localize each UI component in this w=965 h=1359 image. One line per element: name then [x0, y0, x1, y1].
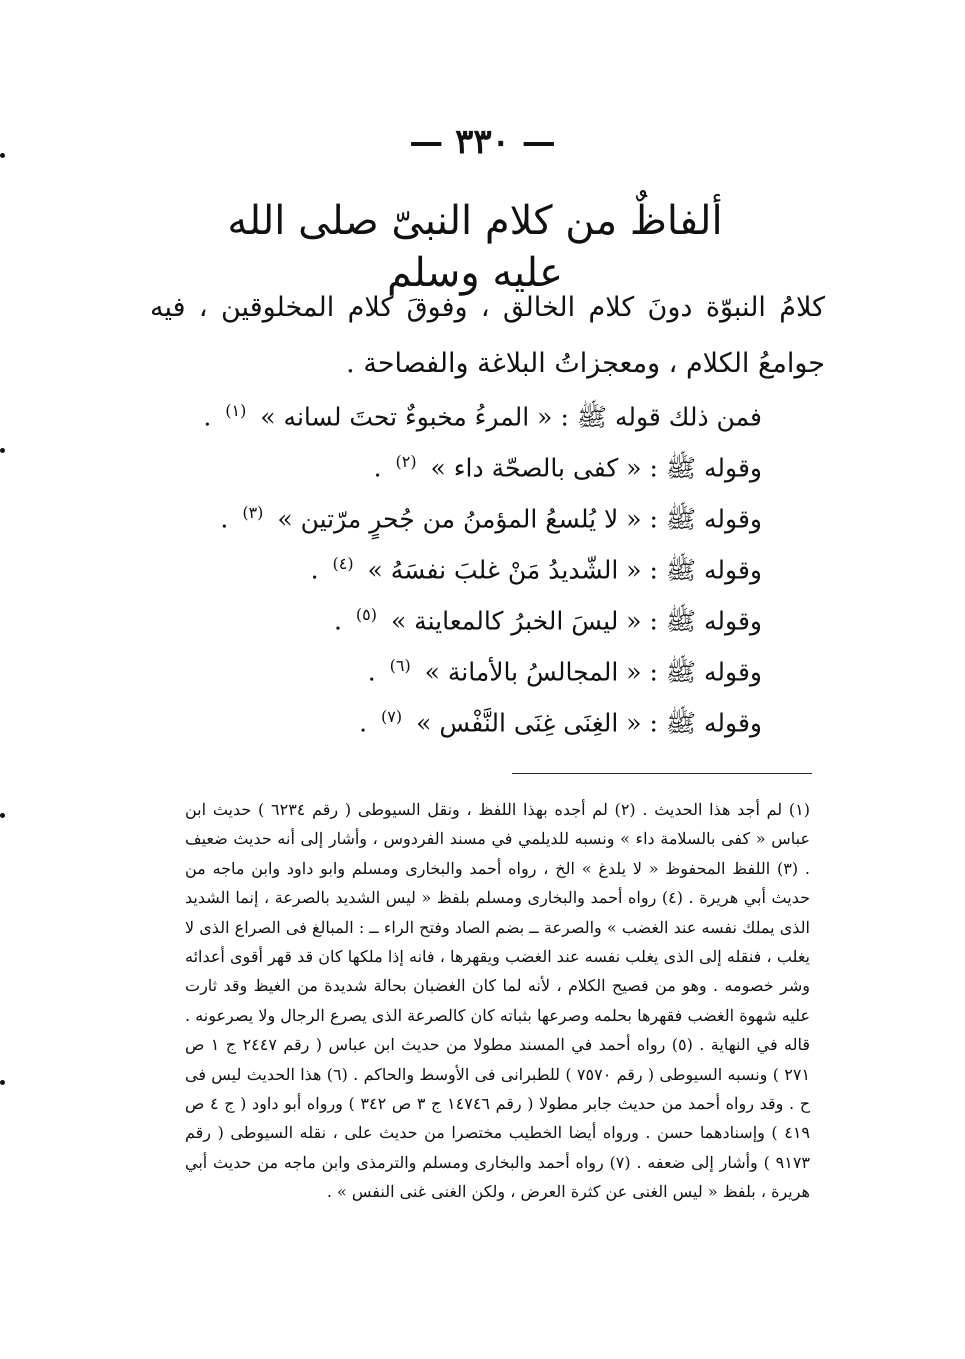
- hadith-lead: فمن ذلك قوله ﷺ :: [560, 402, 762, 432]
- hadith-end: .: [310, 555, 319, 585]
- hadith-end: .: [220, 504, 229, 534]
- hadith-end: .: [359, 708, 368, 738]
- hadith-end: .: [203, 402, 212, 432]
- hadith-end: .: [367, 657, 376, 687]
- hadith-text: « المرءُ مخبوءٌ تحتَ لسانه »: [260, 402, 553, 432]
- hadith-text: « الغِنَى غِنَى النَّفْس »: [416, 708, 642, 738]
- hadith-lead: وقوله ﷺ :: [649, 657, 762, 687]
- footnote-ref: (٦): [389, 656, 411, 675]
- hadith-line: [150, 640, 762, 691]
- hadith-list: [150, 385, 762, 742]
- hadith-end: .: [333, 606, 342, 636]
- hadith-line: [150, 538, 762, 589]
- hadith-line: [150, 385, 762, 436]
- hadith-line: [150, 436, 762, 487]
- hadith-lead: وقوله ﷺ :: [649, 708, 762, 738]
- hadith-line: [150, 589, 762, 640]
- scan-mark: [0, 813, 5, 818]
- footnote-ref: (٧): [381, 707, 403, 726]
- footnote-ref: (٢): [395, 452, 417, 471]
- hadith-text: « المجالسُ بالأمانة »: [424, 657, 642, 687]
- intro-paragraph: كلامُ النبوّة دونَ كلام الخالق ، وفوقَ كلام المخلوقين ، فيه جوامعُ الكلام ، ومعجزاتُ البلاغة والفصاحة .: [150, 292, 825, 379]
- hadith-text: « ليسَ الخبرُ كالمعاينة »: [390, 606, 642, 636]
- hadith-text: « كفى بالصحّة داء »: [430, 453, 642, 483]
- footnote-divider: [512, 773, 812, 774]
- hadith-lead: وقوله ﷺ :: [649, 453, 762, 483]
- hadith-lead: وقوله ﷺ :: [649, 555, 762, 585]
- footnote-ref: (١): [225, 401, 247, 420]
- footnote-ref: (٥): [355, 605, 377, 624]
- page-number: — ٣٣٠ —: [409, 122, 556, 162]
- scan-mark: [0, 448, 5, 453]
- scan-mark: [0, 153, 5, 158]
- hadith-lead: وقوله ﷺ :: [649, 504, 762, 534]
- hadith-text: « الشّديدُ مَنْ غلبَ نفسَهُ »: [367, 555, 642, 585]
- scan-mark: [0, 1080, 5, 1085]
- hadith-text: « لا يُلسعُ المؤمنُ من جُحرٍ مرّتين »: [277, 504, 642, 534]
- hadith-line: [150, 487, 762, 538]
- hadith-line: [150, 691, 762, 742]
- page-title: ألفاظٌ من كلام النبىّ صلى الله عليه وسلم: [227, 198, 723, 296]
- footnote-ref: (٣): [242, 503, 264, 522]
- footnote-ref: (٤): [332, 554, 354, 573]
- hadith-lead: وقوله ﷺ :: [649, 606, 762, 636]
- footnotes: (١) لم أجد هذا الحديث . (٢) لم أجده بهذا اللفظ ، ونقل السيوطى ( رقم ٦٢٣٤ ) حديث ابن عباس « كفى بالسلامة داء » ونسبه للديلمي في مسند الفردوس ، وأشار إلى أنه حديث ضعيف . (٣) اللفظ المحفوظ « لا يلدغ » الخ ، رواه أحمد والبخارى ومسلم وابو داود وابن ماجه من حديث أبي هريرة . (٤) رواه أحمد والبخارى ومسلم بلفظ « ليس الشديد بالصرعة ، إنما الشديد الذى يملك نفسه عند الغضب » والصرعة ــ بضم الصاد وفتح الراء ــ : المبالغ فى الصراع الذى لا يغلب ، فنقله إلى الذى يغلب نفسه عند الغضب ويقهرها ، فانه إذا ملكها كان قد قهر أقوى أعدائه وشر خصومه . وهو من فصيح الكلام ، لأنه لما كان الغضبان بحالة شديدة من الغيظ وقد ثارت عليه شهوة الغضب فقهرها بحلمه وصرعها بثباته كان كالصرعة الذى يصرع الرجال ولا يصرعونه . قاله في النهاية . (٥) رواه أحمد في المسند مطولا من حديث ابن عباس ( رقم ٢٤٤٧ ج ١ ص ٢٧١ ) ونسبه السيوطى ( رقم ٧٥٧٠ ) للطبرانى فى الأوسط والحاكم . (٦) هذا الحديث ليس فى ح . وقد رواه أحمد من حديث جابر مطولا ( رقم ١٤٧٤٦ ج ٣ ص ٣٤٢ ) ورواه أبو داود ( ج ٤ ص ٤١٩ ) وإسنادهما حسن . ورواه أيضا الخطيب مختصرا من حديث على ، نقله السيوطى ( رقم ٩١٧٣ ) وأشار إلى ضعفه . (٧) رواه أحمد والبخارى ومسلم والترمذى وابن ماجه من حديث أبي هريرة ، بلفظ « ليس الغنى عن كثرة العرض ، ولكن الغنى غنى النفس » .: [185, 800, 811, 1202]
- hadith-end: .: [373, 453, 382, 483]
